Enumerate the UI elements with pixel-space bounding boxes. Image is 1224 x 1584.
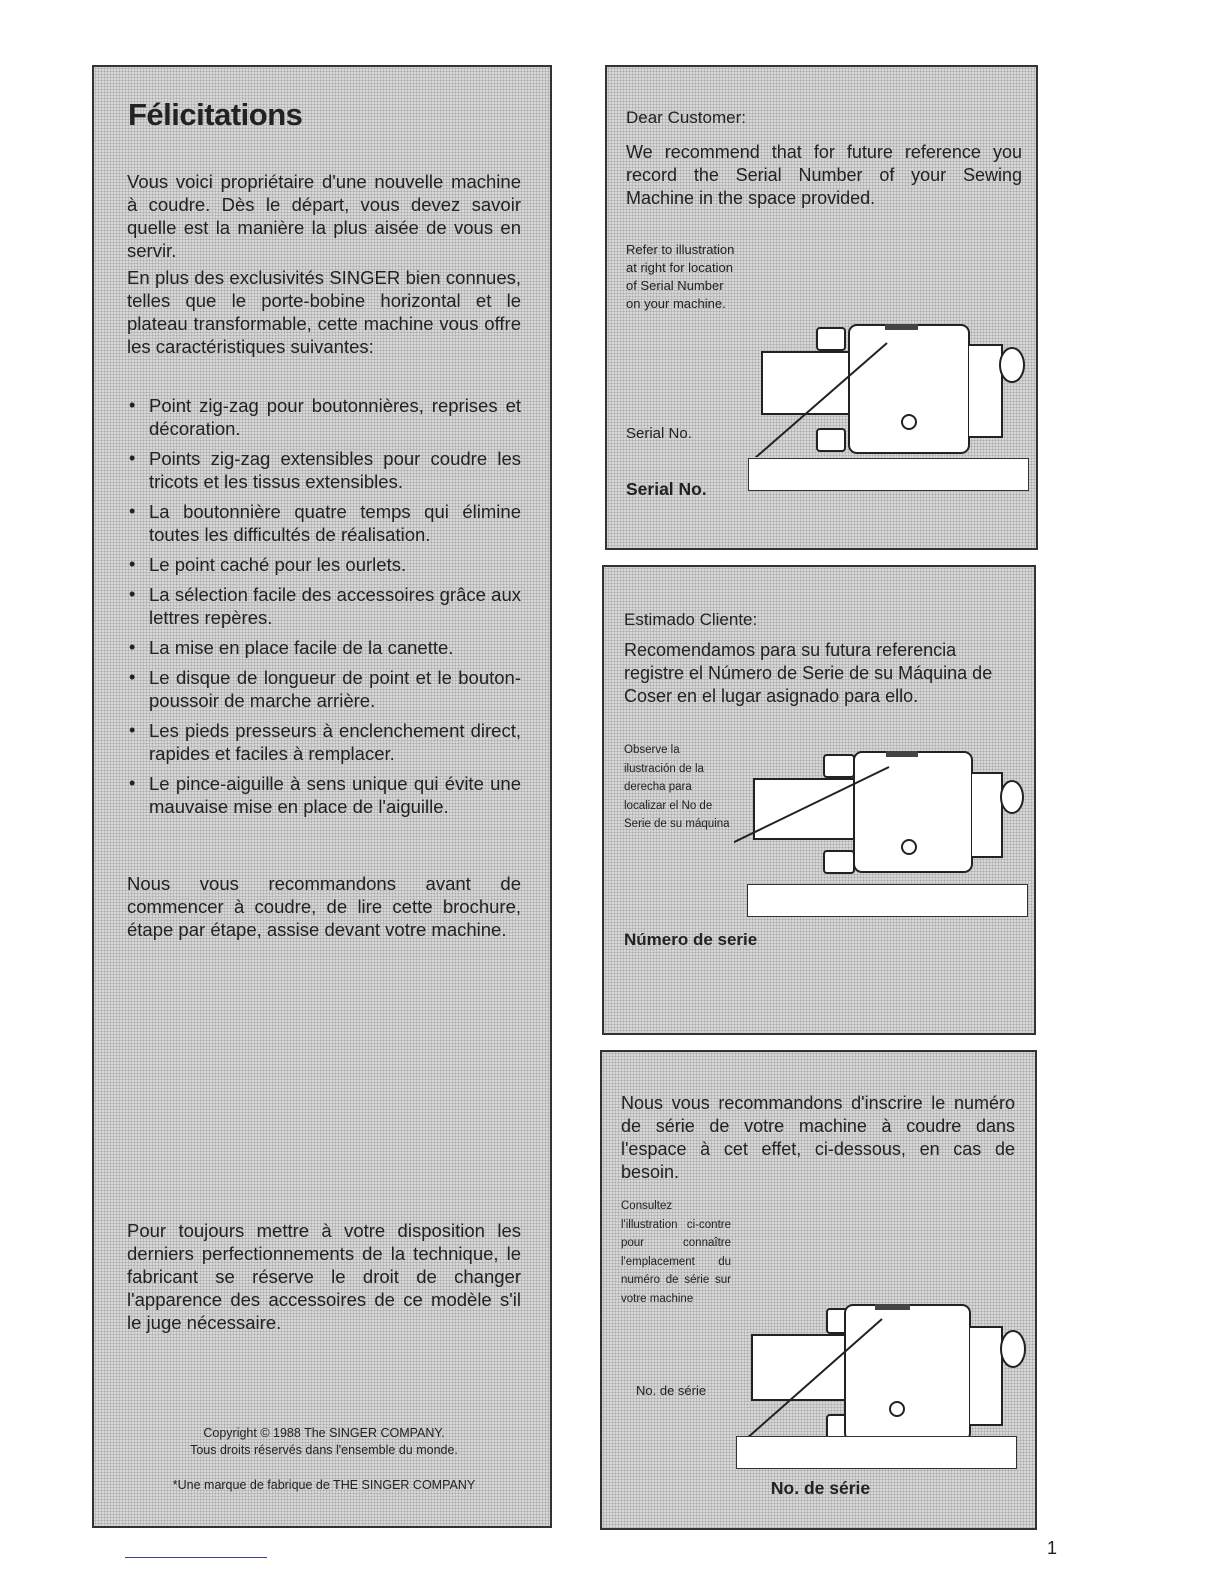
serial-number-field[interactable] [736,1436,1017,1469]
machine-diagram [734,747,1024,877]
french-serial-panel [600,1050,1037,1530]
intro-paragraph: En plus des exclusivités SINGER bien connues, telles que le porte-bobine horizontal et le plateau transformable, cette machine vous offre les caractéristiques suivantes: [127,267,521,357]
instruction-text: Nous vous recommandons d'inscrire le numéro de série de votre machine à coudre dans l'espace à cet effet, ci-dessous, en cas de besoin. [621,1093,1015,1182]
page-title: Félicitations [128,97,303,132]
intro-text [127,170,521,362]
felicitations-panel [92,65,552,1528]
list-item: • Les pieds presseurs à enclenchement direct, rapides et faciles à remplacer. [127,719,521,765]
copyright-line: Copyright © 1988 The SINGER COMPANY. [203,1426,445,1440]
location-note: Observe la ilustración de la derecha para localizar el No de Serie de su máquina [624,744,730,830]
greeting: Dear Customer: [626,108,746,127]
greeting: Estimado Cliente: [624,610,758,629]
list-item: • Le disque de longueur de point et le bouton-poussoir de marche arrière. [127,666,521,712]
serial-field-label: Serial No. [626,479,707,499]
instruction-text: We recommend that for future reference you record the Serial Number of your Sewing Machine in the space provided. [626,142,1022,208]
list-item: • La boutonnière quatre temps qui élimine toutes les difficultés de réalisation. [127,500,521,546]
serial-number-field[interactable] [747,884,1028,917]
serial-diagram-label: Serial No. [626,425,692,442]
serial-field-label: Número de serie [624,930,758,949]
list-item: • Le pince-aiguille à sens unique qui évite une mauvaise mise en place de l'aiguille. [127,772,521,818]
instruction-text: Recomendamos para su futura referencia registre el Número de Serie de su Máquina de Coser en el lugar asignado para ello. [624,640,993,706]
list-item: • Point zig-zag pour boutonnières, reprises et décoration. [127,394,521,440]
machine-diagram [737,1297,1027,1447]
machine-diagram [737,317,1027,457]
page-number: 1 [1047,1538,1058,1558]
serial-number-field[interactable] [748,458,1029,491]
english-serial-panel [605,65,1038,550]
location-note: Refer to illustration at right for location of Serial Number on your machine. [626,242,735,311]
copyright-line: Tous droits réservés dans l'ensemble du monde. [190,1443,458,1457]
serial-field-label: No. de série [770,1478,871,1498]
list-item: • Le point caché pour les ourlets. [127,553,521,576]
intro-paragraph: Vous voici propriétaire d'une nouvelle machine à coudre. Dès le départ, vous devez savoir quelle est la manière la plus aisée de vous en servir. [127,171,521,261]
trademark-note: *Une marque de fabrique de THE SINGER COMPANY [172,1478,476,1492]
feature-list [127,394,521,825]
notice-paragraph: Pour toujours mettre à votre disposition les derniers perfectionnements de la technique, le fabricant se réserve le droit de changer l'apparence des accessoires de ce modèle s'il le juge nécessaire. [127,1220,521,1333]
copyright [134,1425,514,1459]
list-item: • La mise en place facile de la canette. [127,636,521,659]
list-item: • La sélection facile des accessoires grâce aux lettres repères. [127,583,521,629]
closing-paragraph: Nous vous recommandons avant de commencer à coudre, de lire cette brochure, étape par étape, assise devant votre machine. [127,873,521,940]
spanish-serial-panel [602,565,1036,1035]
location-note: Consultez l'illustration ci-contre pour connaître l'emplacement du numéro de série sur votre machine [621,1200,731,1305]
list-item: • Points zig-zag extensibles pour coudre les tricots et les tissus extensibles. [127,447,521,493]
serial-diagram-label: No. de série [636,1383,707,1398]
divider [125,1557,267,1558]
